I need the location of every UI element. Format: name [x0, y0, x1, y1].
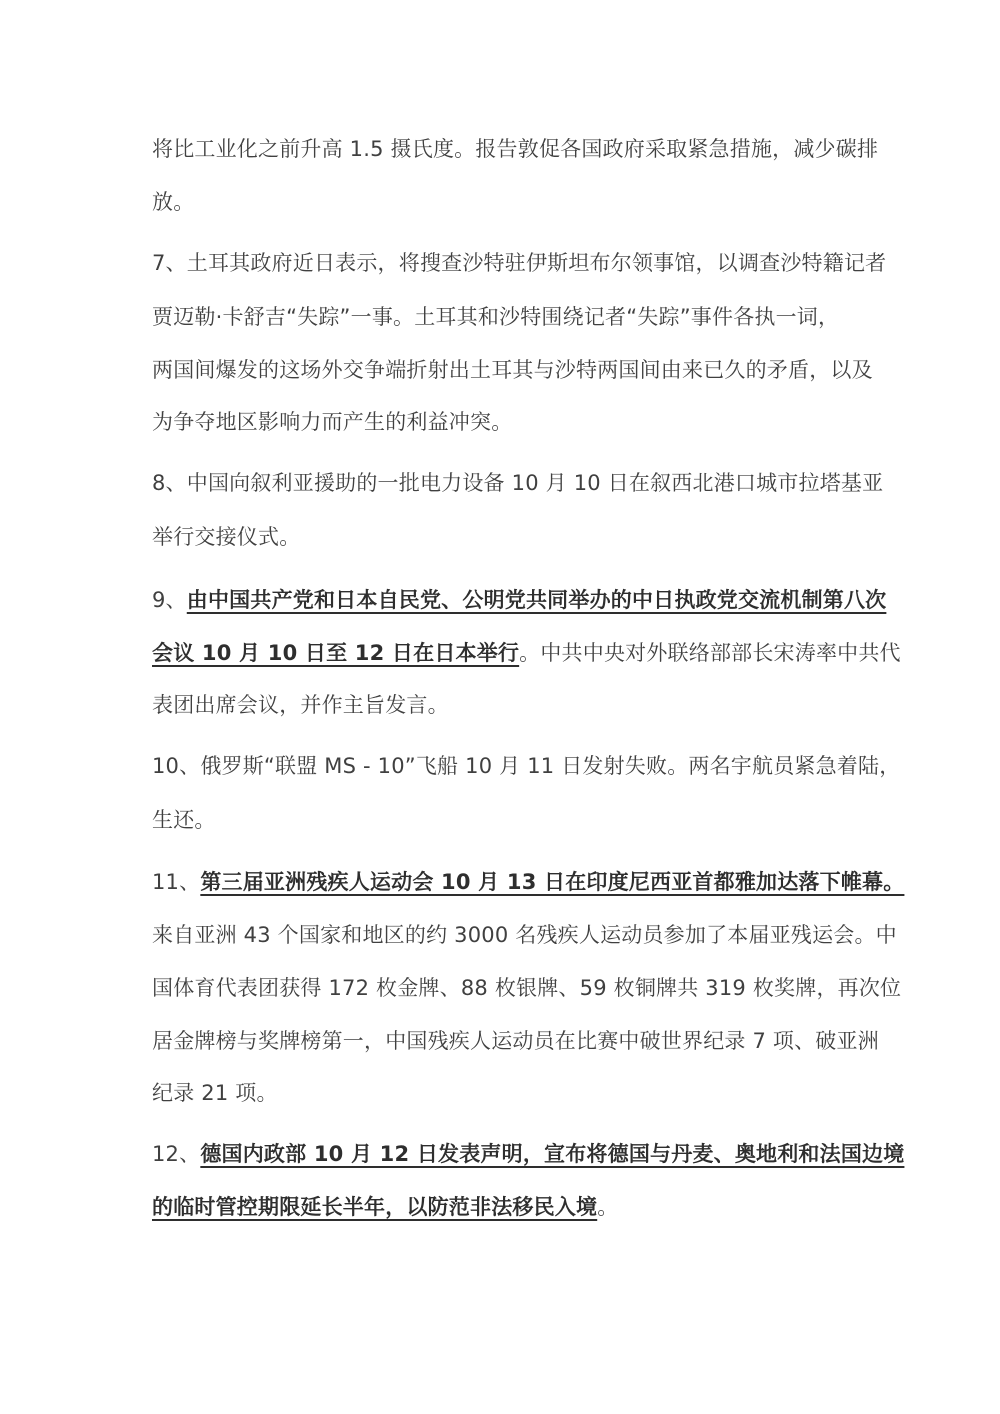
text-line — [152, 1026, 879, 1056]
text-segment: 国体育代表团获得 172 枚金牌、88 枚银牌、59 枚铜牌共 319 枚奖牌，再次位 — [152, 976, 902, 1000]
text-segment: 11、 — [152, 870, 201, 894]
text-segment: 12、 — [152, 1142, 201, 1166]
text-segment: 10、俄罗斯“联盟 MS - 10”飞船 10 月 11 日发射失败。两名宇航员紧急着陆， — [152, 754, 901, 778]
text-line — [152, 302, 872, 332]
text-line — [152, 522, 872, 552]
text-segment: 放。 — [152, 190, 195, 214]
text-segment: 居金牌榜与奖牌榜第一，中国残疾人运动员在比赛中破世界纪录 7 项、破亚洲 — [152, 1029, 879, 1053]
text-line — [152, 920, 897, 950]
text-segment: 9、 — [152, 588, 187, 612]
highlighted-text: 德国内政部 10 月 12 日发表声明，宣布将德国与丹麦、奥地利和法国边境 — [200, 1142, 905, 1166]
text-segment: 表团出席会议，并作主旨发言。 — [152, 693, 449, 717]
text-segment: 将比工业化之前升高 1.5 摄氏度。报告敦促各国政府采取紧急措施，减少碳排 — [152, 137, 879, 161]
text-line — [152, 1192, 872, 1222]
text-segment: 生还。 — [152, 808, 216, 832]
highlighted-text: 会议 10 月 10 日至 12 日在日本举行 — [152, 641, 520, 665]
text-line — [152, 248, 887, 278]
text-line — [152, 638, 901, 668]
highlighted-text: 的临时管控期限延长半年，以防范非法移民入境 — [152, 1195, 598, 1219]
text-line — [152, 187, 872, 217]
text-segment: 来自亚洲 43 个国家和地区的约 3000 名残疾人运动员参加了本届亚残运会。中 — [152, 923, 897, 947]
text-line — [152, 134, 879, 164]
highlighted-text: 第三届亚洲残疾人运动会 10 月 13 日在印度尼西亚首都雅加达落下帷幕。 — [200, 870, 905, 894]
text-segment: 8、中国向叙利亚援助的一批电力设备 10 月 10 日在叙西北港口城市拉塔基亚 — [152, 471, 884, 495]
text-line — [152, 355, 872, 385]
text-line — [152, 690, 872, 720]
text-segment: 为争夺地区影响力而产生的利益冲突。 — [152, 410, 513, 434]
text-segment: 纪录 21 项。 — [152, 1081, 278, 1105]
highlighted-text: 由中国共产党和日本自民党、公明党共同举办的中日执政党交流机制第八次 — [186, 588, 887, 612]
text-segment: 。 — [597, 1195, 619, 1219]
text-segment: 。中共中央对外联络部部长宋涛率中共代 — [519, 641, 901, 665]
text-line — [152, 1078, 872, 1108]
text-segment: 贾迈勒·卡舒吉“失踪”一事。土耳其和沙特围绕记者“失踪”事件各执一词， — [152, 305, 840, 329]
text-line — [152, 585, 887, 615]
text-segment: 两国间爆发的这场外交争端折射出土耳其与沙特两国间由来已久的矛盾，以及 — [152, 358, 873, 382]
text-line — [152, 407, 872, 437]
text-line — [152, 973, 902, 1003]
text-line — [152, 867, 905, 897]
text-line — [152, 468, 884, 498]
text-segment: 举行交接仪式。 — [152, 525, 301, 549]
text-line — [152, 751, 901, 781]
text-line — [152, 805, 872, 835]
text-line — [152, 1139, 905, 1169]
text-segment: 7、土耳其政府近日表示，将搜查沙特驻伊斯坦布尔领事馆，以调查沙特籍记者 — [152, 251, 887, 275]
